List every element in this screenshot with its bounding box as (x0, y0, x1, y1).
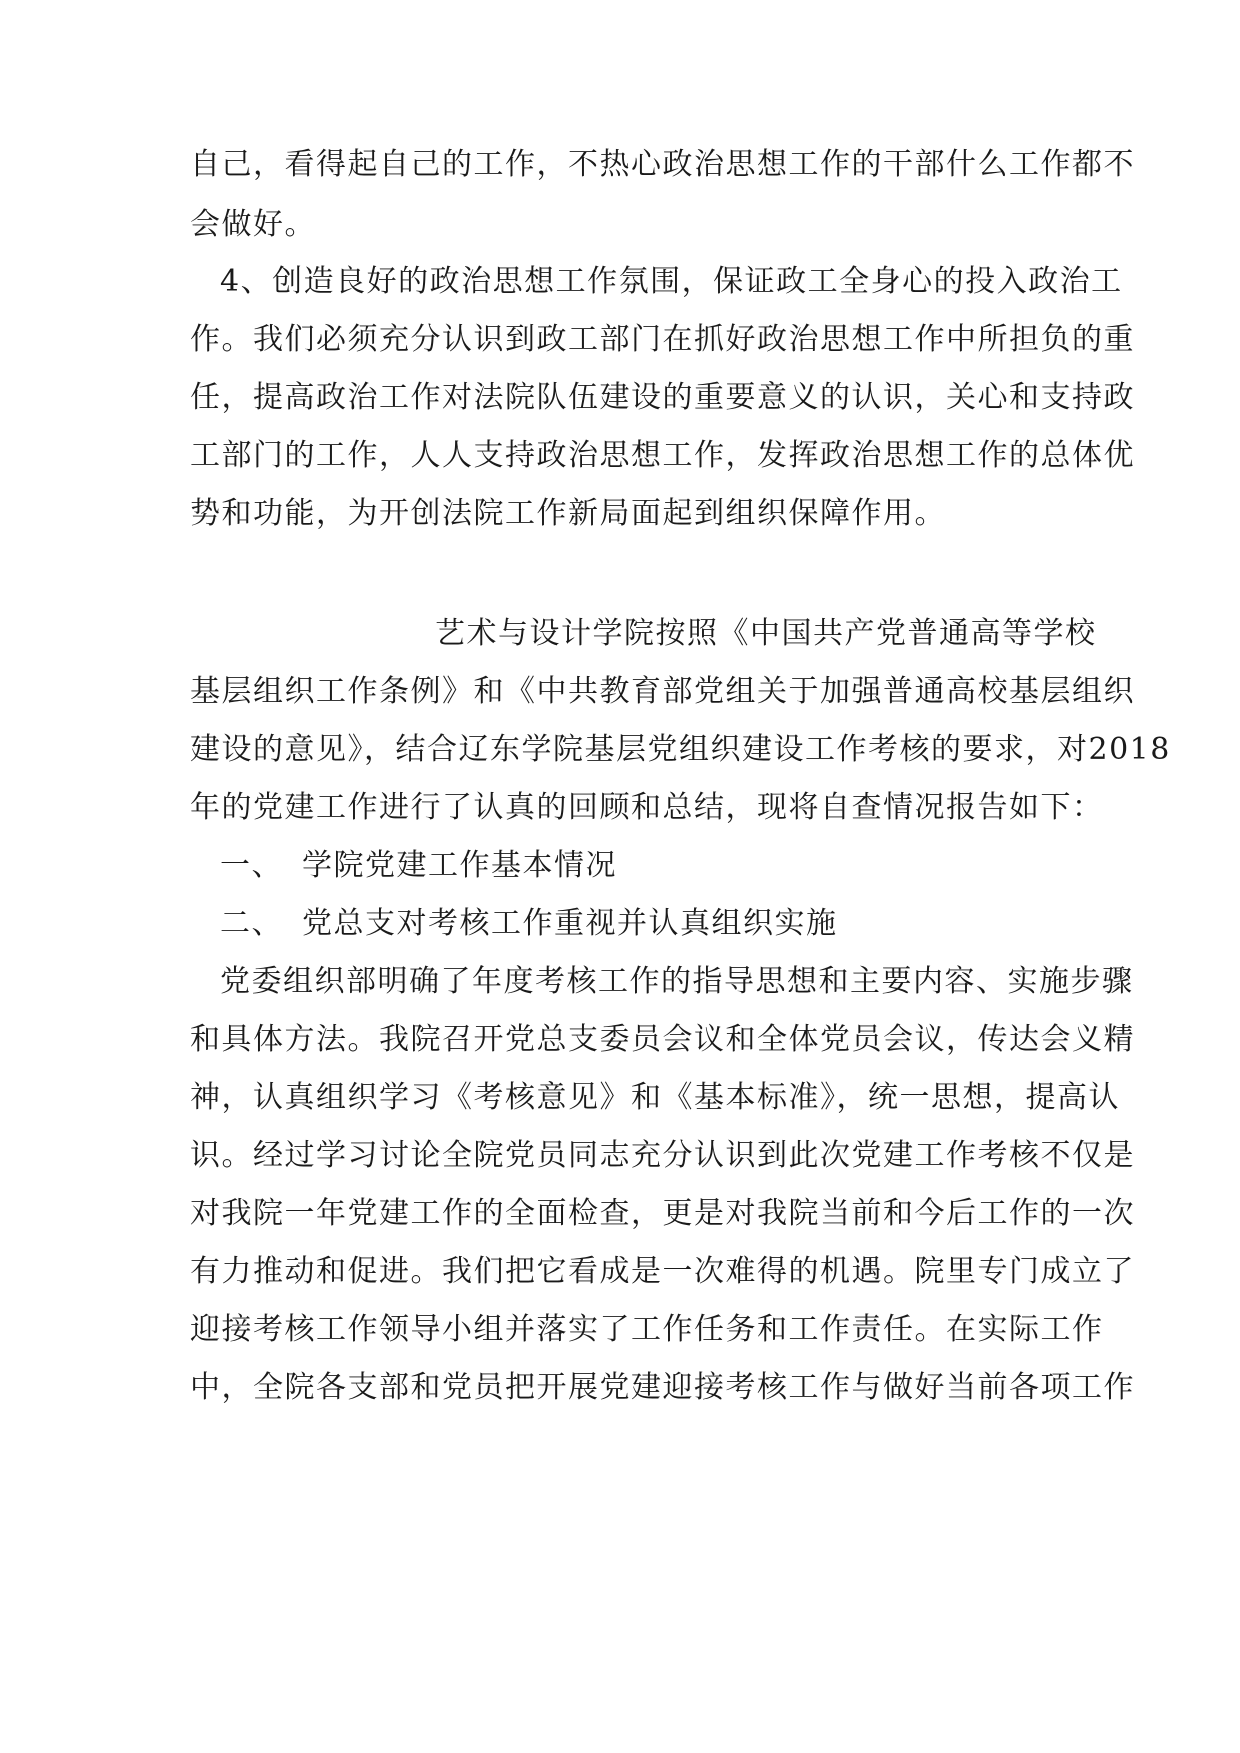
text-line: 有力推动和促进。我们把它看成是一次难得的机遇。院里专门成立了 (190, 1254, 1135, 1289)
section-heading: 二、 党总支对考核工作重视并认真组织实施 (220, 906, 838, 941)
text-line: 4、创造良好的政治思想工作氛围，保证政工全身心的投入政治工 (220, 264, 1123, 299)
text-line: 会做好。 (190, 207, 316, 242)
text-line: 党委组织部明确了年度考核工作的指导思想和主要内容、实施步骤 (220, 964, 1134, 999)
text-line: 迎接考核工作领导小组并落实了工作任务和工作责任。在实际工作 (190, 1312, 1104, 1347)
text-line: 建设的意见》，结合辽东学院基层党组织建设工作考核的要求，对2018 (190, 732, 1171, 767)
text-line: 和具体方法。我院召开党总支委员会议和全体党员会议，传达会义精 (190, 1022, 1135, 1057)
text-line: 任，提高政治工作对法院队伍建设的重要意义的认识，关心和支持政 (190, 380, 1135, 415)
text-line: 艺术与设计学院按照《中国共产党普通高等学校 (435, 616, 1097, 651)
text-line: 作。我们必须充分认识到政工部门在抓好政治思想工作中所担负的重 (190, 322, 1135, 357)
section-heading: 一、 学院党建工作基本情况 (220, 848, 618, 883)
text-line: 对我院一年党建工作的全面检查，更是对我院当前和今后工作的一次 (190, 1196, 1135, 1231)
text-line: 中，全院各支部和党员把开展党建迎接考核工作与做好当前各项工作 (190, 1370, 1135, 1405)
text-line: 自己，看得起自己的工作，不热心政治思想工作的干部什么工作都不 (190, 147, 1135, 182)
text-line: 基层组织工作条例》和《中共教育部党组关于加强普通高校基层组织 (190, 674, 1135, 709)
text-line: 年的党建工作进行了认真的回顾和总结，现将自查情况报告如下： (190, 790, 1104, 825)
text-line: 工部门的工作，人人支持政治思想工作，发挥政治思想工作的总体优 (190, 438, 1135, 473)
text-line: 神，认真组织学习《考核意见》和《基本标准》，统一思想，提高认 (190, 1080, 1120, 1115)
text-line: 势和功能，为开创法院工作新局面起到组织保障作用。 (190, 496, 946, 531)
text-line: 识。经过学习讨论全院党员同志充分认识到此次党建工作考核不仅是 (190, 1138, 1135, 1173)
